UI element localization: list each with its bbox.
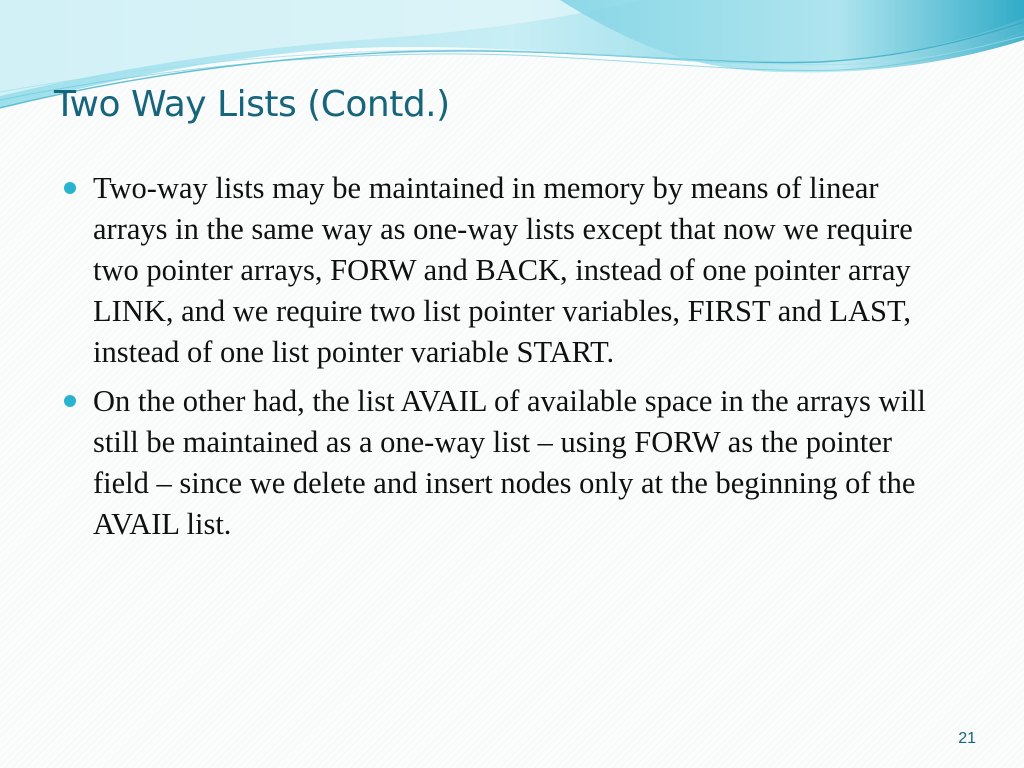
slide-body — [64, 168, 954, 553]
bullet-item — [64, 381, 954, 545]
bullet-item — [64, 168, 954, 373]
slide-number: 21 — [958, 730, 976, 747]
bullet-dot-icon — [64, 395, 76, 407]
bullet-dot-icon — [64, 182, 76, 194]
bullet-text: Two-way lists may be maintained in memory by means of linear arrays in the same way as one-way lists except that now we require two pointer arrays, FORW and BACK, instead of one pointer array LINK, and we require two list pointer variables, FIRST and LAST, instead of one list pointer variable START. — [93, 171, 913, 369]
bullet-list — [64, 168, 954, 545]
bullet-text: On the other had, the list AVAIL of available space in the arrays will still be maintained as a one-way list – using FORW as the pointer field – since we delete and insert nodes only at the beginning of the AVAIL list. — [93, 384, 926, 541]
slide-title: Two Way Lists (Contd.) — [54, 84, 450, 125]
